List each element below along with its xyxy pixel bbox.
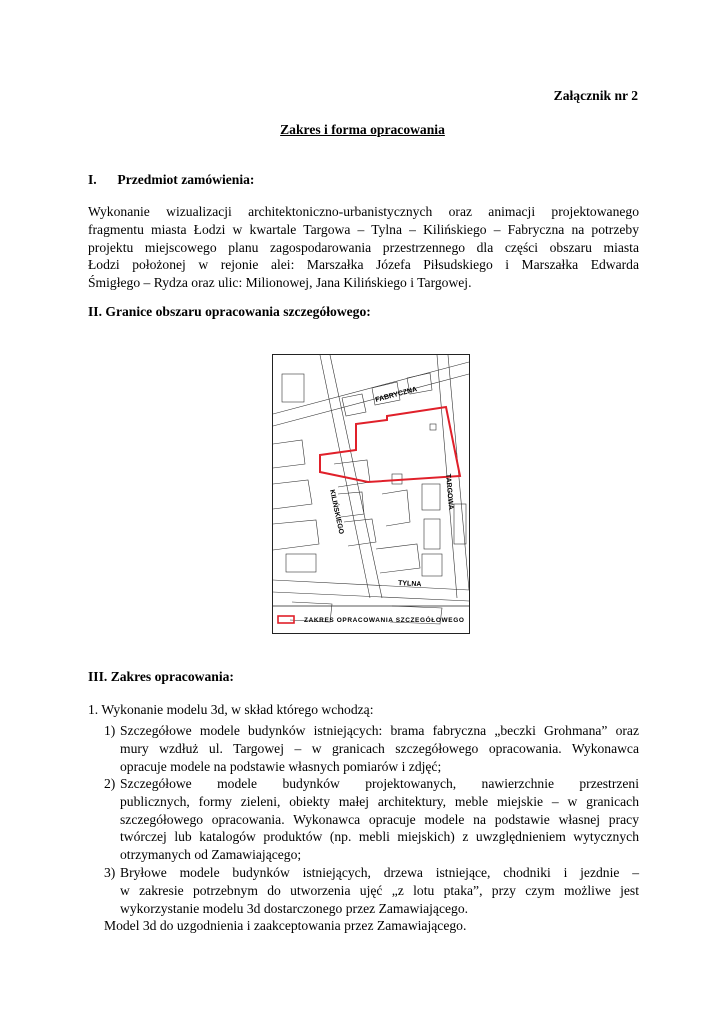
list-item-line: otrzymanych od Zamawiającego; (120, 847, 302, 863)
paragraph-line: projektu miejscowego planu zagospodarowania przestrzennego dla części obszaru miasta (88, 239, 639, 255)
paragraph-line: Śmigłego – Rydza oraz ulic: Milionowej, Jana Kilińskiego i Targowej. (88, 275, 472, 291)
section-3-number: III. (88, 669, 108, 684)
point-1: 1. Wykonanie modelu 3d, w skład którego wchodzą: (88, 702, 374, 717)
list-item-number: 2) (104, 776, 116, 791)
list-item-line: publicznych, formy zieleni, obiekty małej architektury, meble miejskie – w granicach (120, 793, 639, 809)
section-1-number: I. (88, 172, 97, 187)
street-label-targowa: TARGOWA (444, 473, 455, 511)
list-item-line: wykorzystanie modelu 3d dostarczonego przez Zamawiającego. (120, 900, 469, 916)
paragraph-line: Łodzi położonej w rejonie alei: Marszałka Józefa Piłsudskiego i Marszałka Edwarda (88, 257, 639, 273)
list-item-line: opracuje modele na podstawie własnych pomiarów i zdjęć; (120, 758, 442, 774)
list-item-number: 1) (104, 723, 116, 738)
closing-note: Model 3d do uzgodnienia i zaakceptowania przez Zamawiającego. (104, 918, 467, 933)
section-2-title: Granice obszaru opracowania szczegółowego: (105, 304, 371, 319)
list-item-line: Bryłowe modele budynków istniejących, drzewa istniejące, chodniki i jezdnie – (120, 865, 639, 880)
list-item-number: 3) (104, 865, 116, 880)
paragraph-line: Wykonanie wizualizacji architektoniczno-urbanistycznych oraz animacji projektowanego (88, 204, 639, 219)
section-3-heading (88, 669, 234, 685)
list-item-line: Szczegółowe modele budynków projektowanych, nawierzchnie przestrzeni (120, 776, 639, 791)
list-item-line: twórczej lub katalogów produktów (np. mebli miejskich) z uwzględnieniem wytycznych (120, 829, 639, 845)
site-map (272, 354, 470, 634)
street-label-fabryczna: FABRYCZNA (374, 386, 418, 404)
section-1-heading (88, 172, 254, 188)
document-title: Zakres i forma opracowania (280, 122, 445, 137)
section-2-heading (88, 304, 371, 320)
street-label-tylna: TYLNA (397, 580, 422, 589)
list-item-line: szczegółowego opracowania. Wykonawca opracuje modele na podstawie własnej pracy (120, 811, 639, 827)
legend-label: ZAKRES OPRACOWANIA SZCZEGÓŁOWEGO (304, 617, 465, 624)
list-item-line: w zakresie potrzebnym do utworzenia ujęć „z lotu ptaka”, przy czym możliwe jest (120, 882, 639, 898)
street-label-kilinskiego: KILIŃSKIEGO (328, 488, 345, 535)
section-3-title: Zakres opracowania: (110, 669, 234, 684)
list-item-line: Szczegółowe modele budynków istniejących: brama fabryczna „beczki Grohmana” oraz (120, 723, 639, 738)
annex-label: Załącznik nr 2 (553, 88, 638, 103)
list-item-line: mury wzdłuż ul. Targowej – w granicach szczegółowego opracowania. Wykonawca (120, 740, 639, 756)
paragraph-line: fragmentu miasta Łodzi w kwartale Targowa – Tylna – Kilińskiego – Fabryczna na potrzeby (88, 221, 639, 237)
section-1-paragraph (88, 203, 639, 292)
section-2-number: II. (88, 304, 102, 319)
section-1-title: Przedmiot zamówienia: (117, 172, 255, 187)
